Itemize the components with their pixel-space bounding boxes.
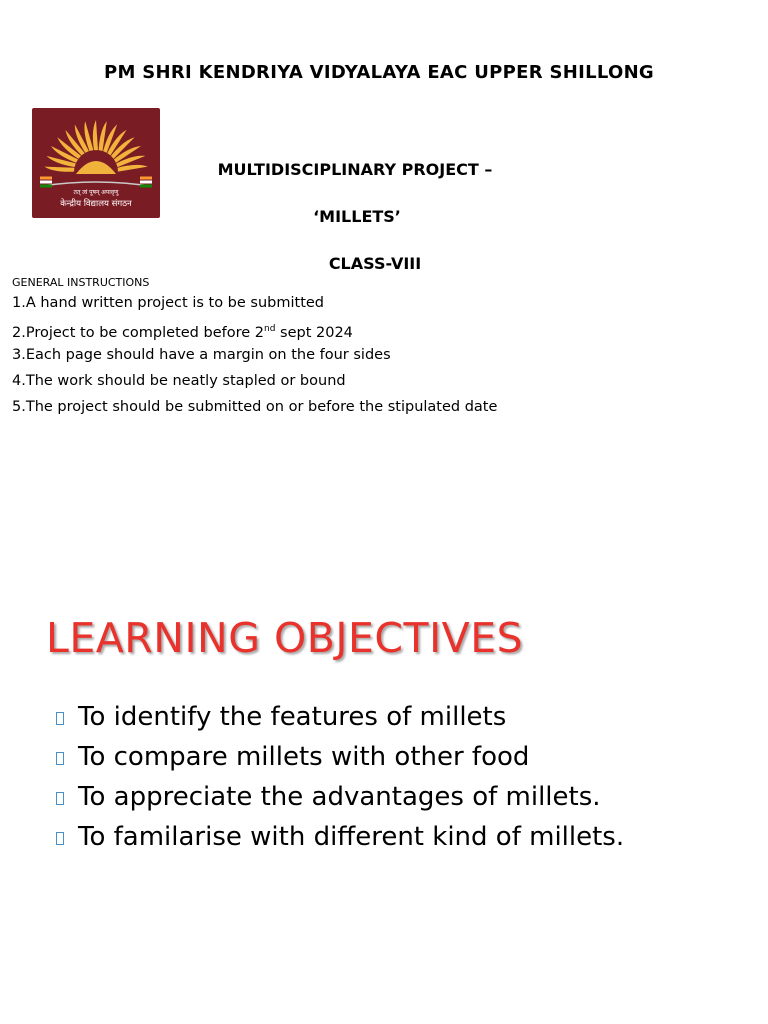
instruction-item: 4.The work should be neatly stapled or bound (12, 373, 346, 389)
logo-org-name: केन्द्रीय विद्यालय संगठन (60, 199, 132, 209)
instructions-list (12, 290, 497, 420)
objective-item (56, 740, 696, 775)
instruction-item: 5.The project should be submitted on or before the stipulated date (12, 399, 498, 415)
general-instructions-heading: GENERAL INSTRUCTIONS (12, 276, 150, 289)
objective-text: To familarise with different kind of millets. (78, 822, 625, 852)
project-name: ‘MILLETS’ (313, 207, 401, 226)
objective-item (56, 820, 696, 855)
objective-item (56, 780, 696, 815)
logo-motto: तत् त्वं पूषन् अपावृणु (73, 189, 119, 196)
instruction-item (12, 316, 497, 342)
class-label: CLASS-VIII (328, 254, 422, 273)
project-title: MULTIDISCIPLINARY PROJECT – (217, 160, 493, 179)
instruction-item: 1.A hand written project is to be submitted (12, 295, 325, 311)
bullet-icon (56, 752, 64, 765)
bullet-icon (56, 792, 64, 805)
objective-text: To identify the features of millets (78, 702, 507, 732)
instruction-item: 3.Each page should have a margin on the four sides (12, 347, 391, 363)
ordinal-suffix: nd (264, 324, 276, 334)
school-title: PM SHRI KENDRIYA VIDYALAYA EAC UPPER SHILLONG (103, 62, 655, 83)
bullet-icon (56, 712, 64, 725)
bullet-icon (56, 832, 64, 845)
objective-text: To appreciate the advantages of millets. (78, 782, 601, 812)
objective-text: To compare millets with other food (78, 742, 530, 772)
objectives-list (56, 700, 696, 860)
learning-objectives-heading: LEARNING OBJECTIVES (46, 614, 524, 662)
instruction-text: sept 2024 (275, 324, 353, 341)
objective-item (56, 700, 696, 735)
instruction-text: 2.Project to be completed before 2 (12, 324, 264, 341)
